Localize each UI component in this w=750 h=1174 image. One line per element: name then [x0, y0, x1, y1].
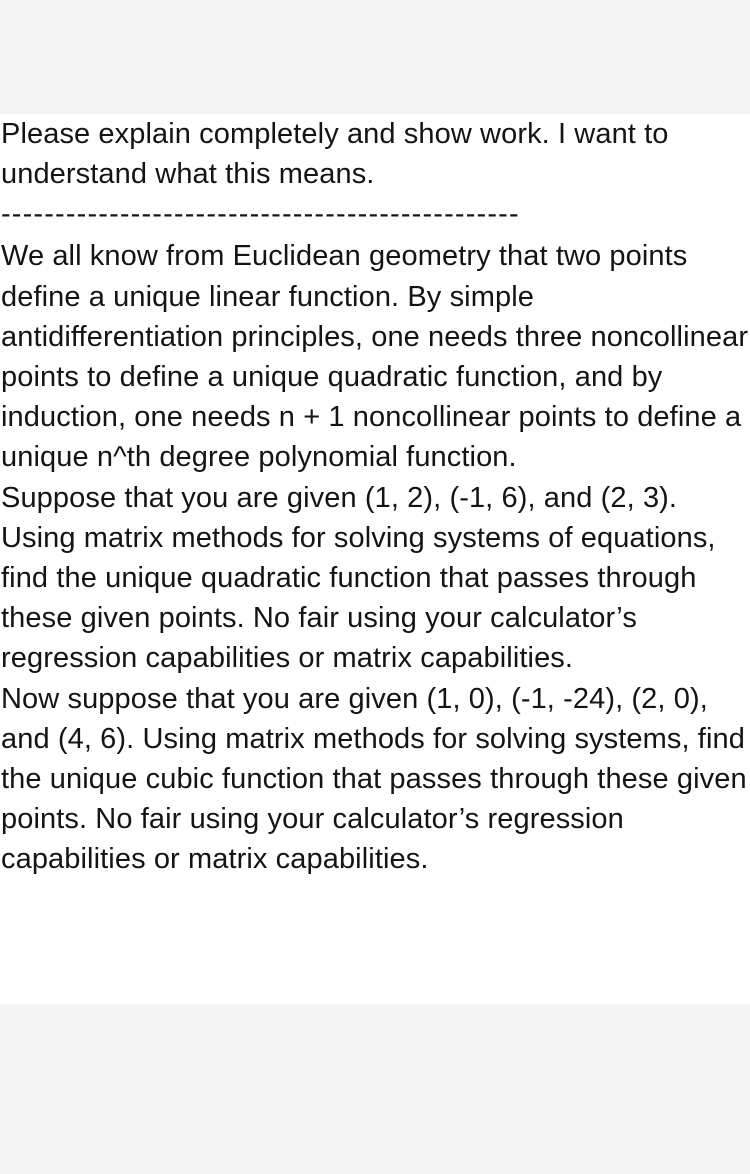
paragraph-quadratic-task: Suppose that you are given (1, 2), (-1, 6), and (2, 3). Using matrix methods for solving systems of equations, find the unique quadratic function that passes through these given points. No fair using your calculator’s regression capabilities or matrix capabilities. — [1, 481, 716, 675]
intro-text: Please explain completely and show work. I want to understand what this means. — [1, 118, 669, 191]
paragraph-euclidean: We all know from Euclidean geometry that two points define a unique linear function. By simple antidifferentiation principles, one needs three noncollinear points to define a unique quadratic function, and by induction, one needs n + 1 noncollinear points to define a unique n^th degree polynomial function. — [1, 240, 749, 474]
question-text-panel — [0, 114, 750, 1004]
paragraph-cubic-task: Now suppose that you are given (1, 0), (-1, -24), (2, 0), and (4, 6). Using matrix methods for solving systems, find the unique cubic function that passes through these given points. No fair using your calculator’s regression capabilities or matrix capabilities. — [1, 682, 747, 876]
dashed-divider: ------------------------------------------------ — [1, 198, 520, 231]
bottom-margin — [0, 1004, 750, 1174]
top-margin — [0, 0, 750, 114]
question-body — [0, 114, 750, 880]
